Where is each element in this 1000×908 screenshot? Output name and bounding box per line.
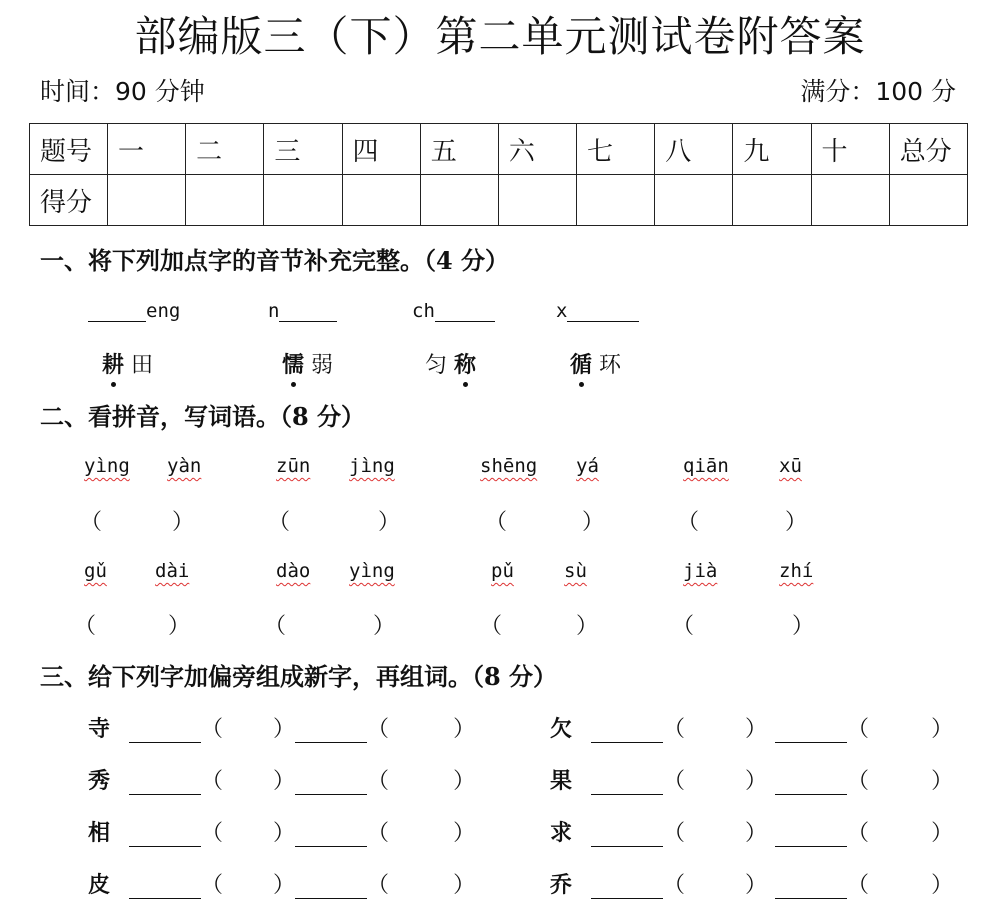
paren-close: ） (745, 717, 768, 742)
paren-open: （ (268, 510, 291, 535)
time-limit: 时间：90 分钟 (40, 77, 205, 106)
base-char: 求 (550, 820, 573, 846)
base-char: 相 (88, 820, 111, 846)
paren-open: （ (663, 821, 686, 846)
pinyin: yìng (84, 455, 130, 477)
score-row-label: 得分 (30, 175, 108, 226)
pinyin: jià (683, 560, 718, 582)
paren-open: （ (663, 769, 686, 794)
new-char-blank[interactable] (775, 724, 847, 743)
paren-close: ） (576, 614, 599, 639)
paren-open: （ (80, 510, 103, 535)
paren-close: ） (453, 821, 476, 846)
word-rest: 匀 (425, 353, 448, 378)
pinyin: dào (276, 560, 311, 582)
word-rest: 田 (131, 353, 154, 378)
new-char-blank[interactable] (295, 776, 367, 795)
dotted-word-4 (570, 348, 621, 379)
paren-close: ） (582, 510, 605, 535)
score-table-header-cell: 四 (342, 124, 420, 175)
syllable-item-3 (412, 300, 495, 322)
base-char: 乔 (550, 872, 573, 898)
new-char-blank[interactable] (591, 776, 663, 795)
pinyin: yàn (167, 455, 202, 477)
paren-close: ） (745, 769, 768, 794)
paren-close: ） (931, 821, 954, 846)
paren-close: ） (172, 510, 195, 535)
dotted-char: 称 (454, 348, 476, 379)
syllable-item-1 (88, 300, 180, 322)
new-char-blank[interactable] (295, 828, 367, 847)
section1-heading: 一、将下列加点字的音节补充完整。（4 分） (40, 246, 510, 275)
dotted-char: 耕 (102, 348, 124, 379)
score-cell[interactable] (420, 175, 498, 226)
score-cell[interactable] (889, 175, 967, 226)
paren-close: ） (931, 769, 954, 794)
score-table-header-cell: 二 (186, 124, 264, 175)
full-score: 满分：100 分 (800, 77, 956, 106)
new-char-blank[interactable] (129, 724, 201, 743)
paren-close: ） (453, 873, 476, 898)
pinyin: jìng (349, 455, 395, 477)
pinyin: zūn (276, 455, 311, 477)
new-char-blank[interactable] (129, 776, 201, 795)
paren-open: （ (847, 717, 870, 742)
dotted-char: 循 (570, 348, 592, 379)
paren-close: ） (931, 873, 954, 898)
paren-open: （ (672, 614, 695, 639)
score-cell[interactable] (264, 175, 342, 226)
paren-open: （ (847, 873, 870, 898)
score-table-header-cell: 三 (264, 124, 342, 175)
new-char-blank[interactable] (295, 880, 367, 899)
pinyin: xū (779, 455, 802, 477)
score-table-score-row (30, 175, 968, 226)
new-char-blank[interactable] (295, 724, 367, 743)
paren-close: ） (453, 717, 476, 742)
new-char-blank[interactable] (591, 880, 663, 899)
syllable-text: n (268, 300, 280, 322)
dotted-word-2 (282, 348, 333, 379)
radical-row-left (88, 712, 475, 743)
page-title: 部编版三（下）第二单元测试卷附答案 (134, 12, 866, 61)
score-cell[interactable] (498, 175, 576, 226)
score-cell[interactable] (733, 175, 811, 226)
paren-close: ） (273, 873, 296, 898)
score-cell[interactable] (342, 175, 420, 226)
paren-open: （ (201, 717, 224, 742)
paren-close: ） (373, 614, 396, 639)
radical-row-right (550, 868, 953, 899)
score-table-header-cell: 八 (655, 124, 733, 175)
syllable-item-2 (268, 300, 337, 322)
base-char: 皮 (88, 872, 111, 898)
pinyin: sù (564, 560, 587, 582)
syllable-text: x (556, 300, 568, 322)
score-table-header-cell: 六 (498, 124, 576, 175)
word-rest: 环 (599, 353, 622, 378)
paren-close: ） (273, 821, 296, 846)
paren-close: ） (168, 614, 191, 639)
score-cell[interactable] (655, 175, 733, 226)
paren-open: （ (201, 769, 224, 794)
paren-open: （ (367, 873, 390, 898)
answer-blank[interactable] (88, 303, 146, 322)
new-char-blank[interactable] (591, 828, 663, 847)
score-table (29, 123, 968, 226)
paren-close: ） (745, 873, 768, 898)
pinyin: dài (155, 560, 190, 582)
answer-blank[interactable] (279, 303, 337, 322)
paren-open: （ (367, 717, 390, 742)
score-table-header-cell: 总分 (889, 124, 967, 175)
radical-row-right (550, 764, 953, 795)
paren-close: ） (453, 769, 476, 794)
section3-heading: 三、给下列字加偏旁组成新字，再组词。（8 分） (40, 662, 558, 691)
base-char: 果 (550, 768, 573, 794)
new-char-blank[interactable] (775, 880, 847, 899)
pinyin: yá (576, 455, 599, 477)
radical-row-left (88, 816, 475, 847)
dotted-word-1 (102, 348, 153, 379)
new-char-blank[interactable] (129, 880, 201, 899)
paren-open: （ (847, 769, 870, 794)
paren-open: （ (367, 821, 390, 846)
score-table-header-cell: 十 (811, 124, 889, 175)
paren-close: ） (931, 717, 954, 742)
score-table-header-cell: 题号 (30, 124, 108, 175)
syllable-text: eng (146, 300, 181, 322)
new-char-blank[interactable] (129, 828, 201, 847)
pinyin: shēng (480, 455, 538, 477)
word-rest: 弱 (311, 353, 334, 378)
paren-open: （ (201, 873, 224, 898)
score-table-header-cell: 七 (577, 124, 655, 175)
paren-open: （ (663, 873, 686, 898)
base-char: 欠 (550, 716, 573, 742)
answer-blank[interactable] (567, 303, 639, 322)
paren-close: ） (785, 510, 808, 535)
paren-close: ） (792, 614, 815, 639)
dotted-char: 懦 (282, 348, 304, 379)
radical-row-right (550, 816, 953, 847)
base-char: 秀 (88, 768, 111, 794)
pinyin: pǔ (491, 560, 514, 582)
section2-heading: 二、看拼音，写词语。（8 分） (40, 402, 366, 431)
score-table-header-cell: 九 (733, 124, 811, 175)
pinyin: qiān (683, 455, 729, 477)
paren-close: ） (378, 510, 401, 535)
paren-open: （ (480, 614, 503, 639)
score-cell[interactable] (108, 175, 186, 226)
new-char-blank[interactable] (591, 724, 663, 743)
syllable-item-4 (556, 300, 639, 322)
radical-row-right (550, 712, 953, 743)
pinyin: gǔ (84, 560, 107, 582)
radical-row-left (88, 764, 475, 795)
answer-blank[interactable] (435, 303, 495, 322)
radical-row-left (88, 868, 475, 899)
pinyin: yìng (349, 560, 395, 582)
paren-open: （ (264, 614, 287, 639)
score-table-header-cell: 五 (420, 124, 498, 175)
score-table-header-row (30, 124, 968, 175)
new-char-blank[interactable] (775, 776, 847, 795)
paren-close: ） (273, 769, 296, 794)
paren-open: （ (847, 821, 870, 846)
score-table-header-cell: 一 (108, 124, 186, 175)
score-cell[interactable] (811, 175, 889, 226)
paren-open: （ (367, 769, 390, 794)
paren-open: （ (74, 614, 97, 639)
paren-open: （ (485, 510, 508, 535)
score-cell[interactable] (186, 175, 264, 226)
paren-open: （ (663, 717, 686, 742)
base-char: 寺 (88, 716, 111, 742)
paren-open: （ (677, 510, 700, 535)
dotted-word-3 (425, 348, 476, 379)
score-cell[interactable] (577, 175, 655, 226)
paren-open: （ (201, 821, 224, 846)
pinyin: zhí (779, 560, 814, 582)
syllable-text: ch (412, 300, 435, 322)
paren-close: ） (745, 821, 768, 846)
new-char-blank[interactable] (775, 828, 847, 847)
paren-close: ） (273, 717, 296, 742)
